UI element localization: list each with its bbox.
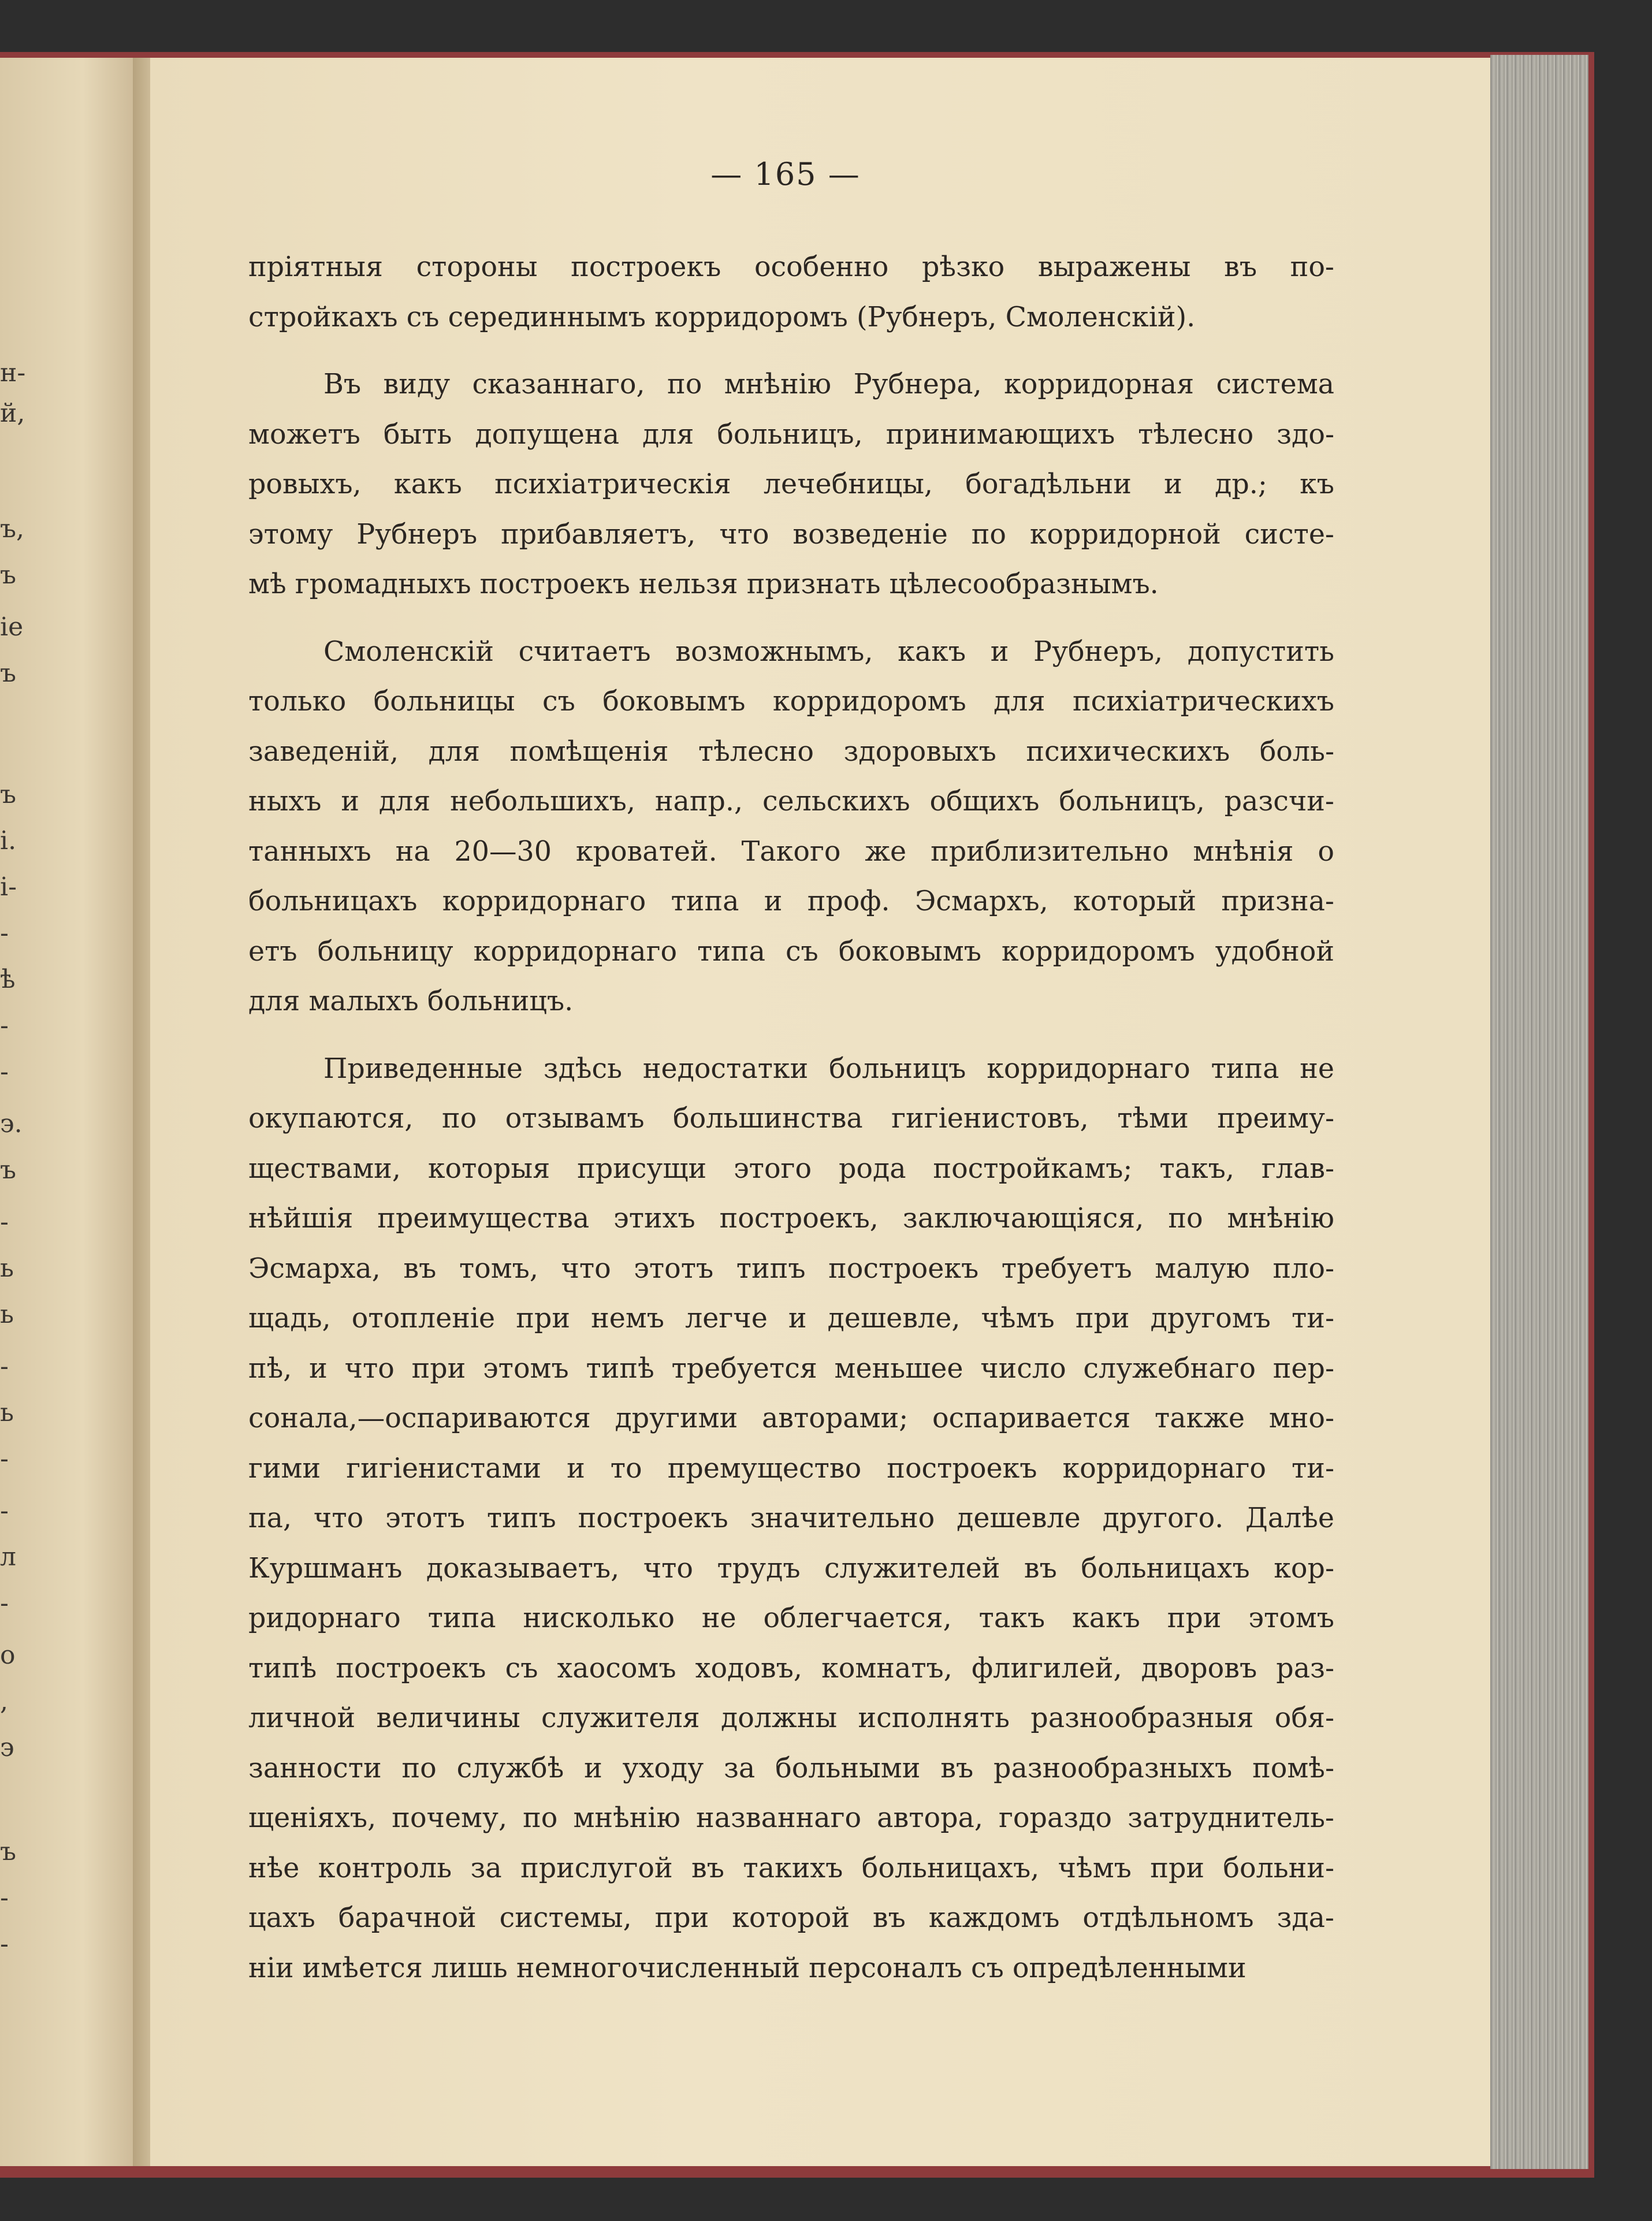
text-line: больницахъ корридорнаго типа и проф. Эсмархъ, который призна- — [248, 886, 1334, 917]
left-page-fragment: - — [0, 1588, 9, 1618]
text-line: стройкахъ съ серединнымъ корридоромъ (Рубнеръ, Смоленскій). — [248, 301, 1196, 333]
left-page-fragment: э. — [0, 1109, 23, 1139]
left-page-fragment: - — [0, 918, 9, 948]
left-page-fragment: э — [0, 1733, 14, 1762]
text-line: етъ больницу корридорнаго типа съ боковымъ корридоромъ удобной — [248, 935, 1334, 968]
text-line: занности по службѣ и уходу за больными въ разнообразныхъ помѣ- — [248, 1752, 1334, 1784]
text-line: можетъ быть допущена для больницъ, принимающихъ тѣлесно здо- — [248, 418, 1334, 451]
left-page-fragment: ъ, — [0, 514, 24, 544]
left-page-fragment: ь — [0, 1300, 14, 1329]
left-page-fragment: - — [0, 1207, 9, 1237]
left-page-fragment: ъ — [0, 560, 16, 590]
left-page-fragment: і. — [0, 826, 17, 855]
page-number: — 165 — — [710, 156, 861, 192]
left-page-fragment: - — [0, 1929, 9, 1959]
text-line: цахъ барачной системы, при которой въ каждомъ отдѣльномъ зда- — [248, 1902, 1334, 1934]
text-line: для малыхъ больницъ. — [248, 985, 574, 1017]
text-line: сонала,—оспариваются другими авторами; оспаривается также мно- — [248, 1402, 1334, 1434]
left-page-fragment: ь — [0, 1398, 14, 1427]
text-line: окупаются, по отзывамъ большинства гигіенистовъ, тѣми преиму- — [248, 1103, 1334, 1134]
text-line: Приведенные здѣсь недостатки больницъ корридорнаго типа не — [323, 1052, 1334, 1085]
text-line: этому Рубнеръ прибавляетъ, что возведеніе по корридорной систе- — [248, 518, 1334, 550]
left-page-fragment: - — [0, 1011, 9, 1040]
text-line: нѣйшія преимущества этихъ построекъ, заключающіяся, по мнѣнію — [248, 1203, 1334, 1234]
text-line: нѣе контроль за прислугой въ такихъ больницахъ, чѣмъ при больни- — [248, 1852, 1334, 1884]
left-page-fragment: н- — [0, 358, 26, 388]
left-page-fragment: ъ — [0, 1837, 16, 1866]
text-line: пріятныя стороны построекъ особенно рѣзко выражены въ по- — [248, 251, 1334, 283]
left-page-fragment: ѣ — [0, 965, 16, 994]
left-page-fragment: ъ — [0, 780, 16, 809]
left-page-fragment: - — [0, 1057, 9, 1087]
left-page — [0, 58, 139, 2166]
text-line: па, что этотъ типъ построекъ значительно дешевле другого. Далѣе — [248, 1502, 1334, 1534]
text-line: заведеній, для помѣщенія тѣлесно здоровыхъ психическихъ боль- — [248, 735, 1334, 768]
text-line: типѣ построекъ съ хаосомъ ходовъ, комнатъ, флигилей, дворовъ раз- — [248, 1652, 1334, 1684]
left-page-fragment: й, — [0, 399, 25, 428]
text-line: танныхъ на 20—30 кроватей. Такого же приблизительно мнѣнія о — [248, 835, 1334, 868]
left-page-fragment: ъ — [0, 659, 16, 688]
left-page-fragment: - — [0, 1496, 9, 1526]
text-line: пѣ, и что при этомъ типѣ требуется меньшее число служебнаго пер- — [248, 1352, 1334, 1385]
text-line: щеніяхъ, почему, по мнѣнію названнаго автора, гораздо затруднитель- — [248, 1802, 1334, 1834]
text-line: гими гигіенистами и то премущество построекъ корридорнаго ти- — [248, 1452, 1334, 1485]
text-line: Въ виду сказаннаго, по мнѣнію Рубнера, корридорная система — [323, 369, 1334, 400]
left-page-fragment: - — [0, 1444, 9, 1474]
text-line: ніи имѣется лишь немногочисленный персоналъ съ опредѣленными — [248, 1952, 1247, 1984]
text-line: только больницы съ боковымъ корридоромъ для психіатрическихъ — [248, 686, 1334, 717]
left-page-fragment: і- — [0, 872, 17, 902]
left-page-fragment: ь — [0, 1253, 14, 1283]
text-line: щадь, отопленіе при немъ легче и дешевле, чѣмъ при другомъ ти- — [248, 1303, 1334, 1334]
text-line: ныхъ и для небольшихъ, напр., сельскихъ общихъ больницъ, разсчи- — [248, 786, 1334, 817]
page-edges — [1490, 55, 1588, 2169]
left-page-fragment: іе — [0, 612, 24, 642]
left-page-fragment: о — [0, 1640, 16, 1670]
text-line: Смоленскій считаетъ возможнымъ, какъ и Рубнеръ, допустить — [323, 635, 1334, 668]
text-line: личной величины служителя должны исполнять разнообразныя обя- — [248, 1702, 1334, 1734]
left-page-fragment: л — [0, 1542, 16, 1572]
text-line: ридорнаго типа нисколько не облегчается, такъ какъ при этомъ — [248, 1602, 1334, 1634]
page-body — [248, 243, 1334, 1993]
left-page-fragment: , — [0, 1687, 8, 1716]
text-line: мѣ громадныхъ построекъ нельзя признать цѣлесообразнымъ. — [248, 568, 1159, 600]
text-line: ровыхъ, какъ психіатрическія лечебницы, богадѣльни и др.; къ — [248, 468, 1334, 500]
text-line: Куршманъ доказываетъ, что трудъ служителей въ больницахъ кор- — [248, 1552, 1334, 1584]
left-page-fragment: - — [0, 1883, 9, 1913]
text-line: Эсмарха, въ томъ, что этотъ типъ построекъ требуетъ малую пло- — [248, 1252, 1334, 1285]
text-line: ществами, которыя присущи этого рода постройкамъ; такъ, глав- — [248, 1152, 1334, 1185]
left-page-fragment: ъ — [0, 1155, 16, 1185]
left-page-fragment: - — [0, 1352, 9, 1381]
